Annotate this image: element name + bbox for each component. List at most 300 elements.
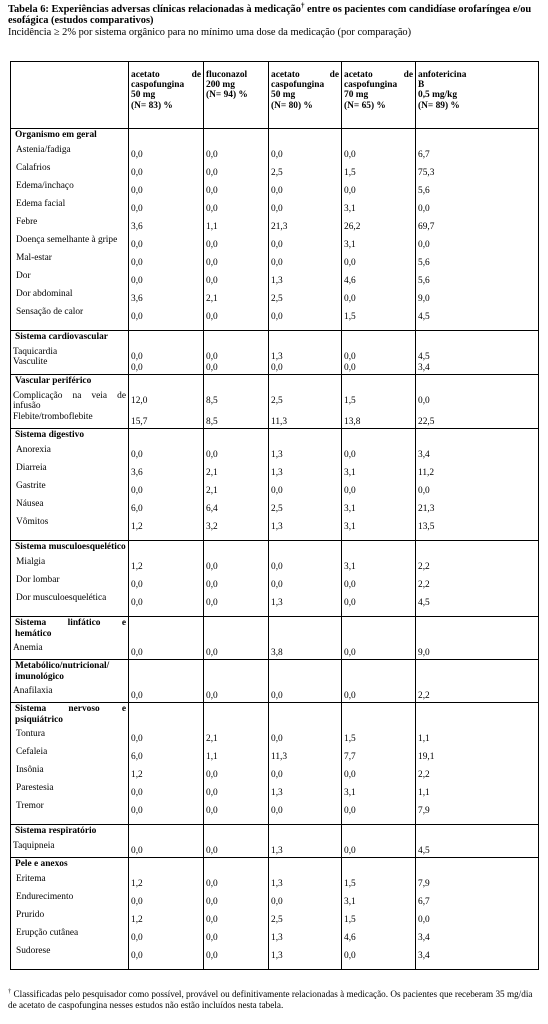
group-label-cell [11,331,129,375]
cell-value: 0,0 [206,352,218,362]
value-cell [129,825,204,858]
cell-value: 2,2 [418,580,430,590]
cell-value: 0,0 [344,770,356,780]
cell-value: 2,1 [206,294,218,304]
cell-value: 0,0 [344,580,356,590]
cell-value: 6,0 [131,752,143,762]
group-heading-spacer [206,660,266,691]
cell-value: 3,6 [131,294,143,304]
value-cell [129,541,204,617]
cell-value: 0,0 [131,734,143,744]
row-label: Insônia [16,765,44,776]
cell-value: 69,7 [418,222,435,232]
cell-value: 1,3 [271,276,283,286]
group-heading-spacer [271,660,339,691]
header-col-5 [416,62,539,129]
group-heading-spacer [418,617,536,648]
value-cell [204,331,269,375]
cell-value: 5,6 [418,276,430,286]
group-label-cell [11,429,129,541]
group-heading-spacer [344,825,413,846]
cell-value: 0,0 [206,648,218,658]
group-label-cell [11,617,129,660]
row-label: Vasculite [13,357,48,368]
row-label: Edema/inchaço [16,180,74,191]
value-cell [129,617,204,660]
header-row [11,62,539,129]
group-heading-spacer [344,429,413,450]
group-block [11,541,539,617]
group-heading-spacer [344,703,413,734]
row-label: Vômitos [16,516,49,527]
cell-value: 0,0 [131,204,143,214]
cell-value: 5,6 [418,258,430,268]
cell-value: 9,0 [418,648,430,658]
cell-value: 0,0 [418,240,430,250]
value-cell [342,617,416,660]
value-cell [269,660,342,703]
value-cell [129,429,204,541]
value-cell [416,375,539,429]
cell-value: 1,3 [271,846,283,856]
cell-value: 0,0 [206,806,218,816]
cell-value: 3,1 [344,897,356,907]
group-heading-spacer [418,825,536,846]
cell-value: 1,5 [344,168,356,178]
table-caption [8,1,544,38]
cell-value: 4,5 [418,312,430,322]
cell-value: 13,8 [344,417,361,427]
table-title-text: Tabela 6: Experiências adversas clínicas relacionadas à medicação [8,4,301,15]
header-col-3 [269,62,342,129]
row-label: Erupção cutânea [16,927,79,938]
row-label: Anafilaxia [13,686,53,697]
cell-value: 7,9 [418,806,430,816]
header-line: 200 mg [206,80,235,91]
row-label: Gastrite [16,480,46,491]
cell-value: 11,2 [418,468,435,478]
cell-value: 0,0 [418,204,430,214]
cell-value: 4,5 [418,352,430,362]
group-heading-spacer [344,617,413,648]
table-subtitle: Incidência ≥ 2% por sistema orgânico para no mínimo uma dose da medicação (por comparação) [8,26,412,38]
value-cell [269,703,342,825]
group-heading-spacer [131,825,201,846]
value-cell [204,660,269,703]
row-label: Sensação de calor [16,306,84,317]
cell-value: 8,5 [206,417,218,427]
group-heading-spacer [418,703,536,734]
cell-value: 0,0 [206,276,218,286]
cell-value: 2,5 [271,915,283,925]
header-line: (N= 89) % [418,100,460,111]
cell-value: 0,0 [131,691,143,701]
group-heading-spacer [344,541,413,562]
cell-value: 1,1 [206,752,218,762]
cell-value: 1,1 [418,734,430,744]
header-label-cell [11,62,129,129]
cell-value: 0,0 [206,933,218,943]
adverse-events-table [10,61,539,970]
cell-value: 3,6 [131,468,143,478]
row-label: Dor [16,270,31,281]
row-label: Mialgia [16,556,46,567]
value-cell [129,660,204,703]
group-heading-spacer [271,617,339,648]
value-cell [204,541,269,617]
row-label: Flebite/tromboflebite [13,411,93,422]
group-heading-spacer [131,703,201,734]
row-label: Edema facial [16,198,66,209]
value-cell [416,129,539,331]
group-heading: Organismo em geral [15,130,97,140]
group-heading-spacer [206,331,266,352]
cell-value: 0,0 [131,598,143,608]
value-cell [416,825,539,858]
header-line: 0,5 mg/kg [418,90,458,101]
cell-value: 0,0 [131,580,143,590]
cell-value: 0,0 [206,312,218,322]
cell-value: 0,0 [271,897,283,907]
cell-value: 0,0 [344,294,356,304]
group-heading-spacer [418,660,536,691]
value-cell [416,429,539,541]
row-label: Diarreia [16,462,47,473]
cell-value: 3,1 [344,240,356,250]
cell-value: 3,1 [344,468,356,478]
header-col-2 [204,62,269,129]
value-cell [342,129,416,331]
cell-value: 0,0 [206,580,218,590]
value-cell [204,858,269,970]
row-label: Dor abdominal [16,288,73,299]
footnote-text: Classificadas pelo pesquisador como possível, provável ou definitivamente relacionadas à medicação. Os pacientes que receberam 35 mg/dia de acetato de caspofungina nesses estudos não estão incluídos nesta tabela. [8,989,533,1011]
group-label-cell [11,703,129,825]
cell-value: 0,0 [206,168,218,178]
group-heading: Sistema nervoso e psiquiátrico [15,704,126,725]
cell-value: 1,5 [344,396,356,406]
group-heading-spacer [131,331,201,352]
group-heading: Sistema respiratório [15,826,97,836]
cell-value: 9,0 [418,294,430,304]
cell-value: 2,5 [271,294,283,304]
cell-value: 2,2 [418,691,430,701]
header-line: (N= 80) % [271,100,313,111]
row-label: Tontura [16,729,46,740]
value-cell [204,825,269,858]
cell-value: 0,0 [131,788,143,798]
group-label-cell [11,825,129,858]
value-cell [269,129,342,331]
cell-value: 0,0 [131,486,143,496]
cell-value: 6,0 [131,504,143,514]
cell-value: 6,4 [206,504,218,514]
cell-value: 2,5 [271,504,283,514]
cell-value: 0,0 [271,240,283,250]
value-cell [269,825,342,858]
group-heading-spacer [271,129,339,150]
cell-value: 0,0 [206,915,218,925]
group-heading-spacer [206,858,266,879]
group-heading: Metabólico/nutricional/ imunológico [15,661,110,682]
cell-value: 7,7 [344,752,356,762]
group-heading-spacer [131,129,201,150]
header-line: 50 mg [271,90,296,101]
cell-value: 19,1 [418,752,435,762]
group-heading-spacer [418,331,536,352]
cell-value: 4,6 [344,933,356,943]
row-label: Eritema [16,873,46,884]
cell-value: 0,0 [131,150,143,160]
cell-value: 4,5 [418,846,430,856]
header-line: (N= 94) % [206,90,248,101]
cell-value: 0,0 [131,352,143,362]
cell-value: 0,0 [206,562,218,572]
cell-value: 0,0 [131,806,143,816]
cell-value: 0,0 [344,648,356,658]
value-cell [129,375,204,429]
group-heading-spacer [131,541,201,562]
header-line: caspofungina [271,80,325,91]
group-heading-spacer [418,429,536,450]
cell-value: 0,0 [344,951,356,961]
group-heading-spacer [206,129,266,150]
cell-value: 0,0 [344,150,356,160]
cell-value: 0,0 [131,186,143,196]
footnote-mark: † [8,987,12,995]
cell-value: 3,4 [418,363,430,373]
value-cell [269,375,342,429]
cell-value: 1,3 [271,522,283,532]
header-line: fluconazol [206,70,248,80]
value-cell [204,129,269,331]
title-footnote-mark: † [300,1,305,10]
row-label: Tremor [16,801,44,812]
value-cell [342,541,416,617]
group-label-cell [11,129,129,331]
group-label-cell [11,858,129,970]
group-heading-spacer [344,858,413,879]
cell-value: 21,3 [418,504,435,514]
cell-value: 0,0 [131,951,143,961]
cell-value: 0,0 [344,363,356,373]
cell-value: 0,0 [271,562,283,572]
cell-value: 0,0 [418,915,430,925]
cell-value: 2,5 [271,168,283,178]
group-heading: Sistema linfático e hemático [15,618,126,639]
group-heading-spacer [206,617,266,648]
group-heading-spacer [418,375,536,396]
row-label: Prurido [16,909,45,920]
row-label: Sudorese [16,945,51,956]
table-title [8,1,544,27]
value-cell [342,858,416,970]
cell-value: 0,0 [206,240,218,250]
row-label: Complicação na veia de infusão [13,390,126,412]
header-line: caspofungina [131,80,185,91]
value-cell [342,331,416,375]
row-label: Dor musculoesquelética [16,592,107,603]
cell-value: 0,0 [131,897,143,907]
row-label: Febre [16,216,38,227]
cell-value: 3,4 [418,951,430,961]
row-label: Doença semelhante à gripe [16,234,118,245]
cell-value: 1,1 [206,222,218,232]
cell-value: 0,0 [344,598,356,608]
header-line: acetato de [131,70,201,80]
value-cell [342,375,416,429]
group-label-cell [11,541,129,617]
cell-value: 26,2 [344,222,361,232]
header-line: 50 mg [131,90,156,101]
group-heading: Vascular periférico [15,376,92,386]
cell-value: 3,1 [344,522,356,532]
cell-value: 0,0 [131,276,143,286]
group-heading: Sistema digestivo [15,430,85,440]
cell-value: 0,0 [344,846,356,856]
cell-value: 12,0 [131,396,148,406]
group-heading-spacer [206,825,266,846]
cell-value: 1,2 [131,562,143,572]
value-cell [416,617,539,660]
header-line: 70 mg [344,90,369,101]
cell-value: 2,5 [271,396,283,406]
header-line: B [418,80,425,91]
group-block [11,331,539,375]
cell-value: 0,0 [271,806,283,816]
cell-value: 0,0 [271,150,283,160]
value-cell [416,858,539,970]
cell-value: 3,6 [131,222,143,232]
cell-value: 2,2 [418,562,430,572]
cell-value: 0,0 [131,450,143,460]
group-block [11,617,539,660]
cell-value: 3,4 [418,933,430,943]
cell-value: 0,0 [131,258,143,268]
cell-value: 1,3 [271,450,283,460]
group-heading-spacer [344,331,413,352]
group-heading-spacer [344,375,413,396]
value-cell [269,541,342,617]
group-block [11,660,539,703]
cell-value: 3,2 [206,522,218,532]
cell-value: 0,0 [206,598,218,608]
cell-value: 3,1 [344,562,356,572]
value-cell [204,703,269,825]
cell-value: 2,1 [206,486,218,496]
cell-value: 3,1 [344,204,356,214]
cell-value: 22,5 [418,417,435,427]
group-label-cell [11,375,129,429]
group-heading-spacer [344,129,413,150]
cell-value: 1,3 [271,933,283,943]
row-label: Taquicardia [13,346,58,357]
cell-value: 4,5 [418,598,430,608]
cell-value: 1,2 [131,915,143,925]
value-cell [269,331,342,375]
cell-value: 0,0 [206,897,218,907]
cell-value: 0,0 [271,204,283,214]
cell-value: 1,3 [271,951,283,961]
group-label-cell [11,660,129,703]
cell-value: 6,7 [418,897,430,907]
cell-value: 3,1 [344,504,356,514]
row-label: Anorexia [16,444,51,455]
group-heading: Sistema cardiovascular [15,332,108,342]
group-block [11,129,539,331]
value-cell [342,660,416,703]
value-cell [129,331,204,375]
cell-value: 0,0 [344,691,356,701]
table-title-rest: entre os pacientes com candidíase orofaríngea e/ou esofágica (estudos comparativos) [8,4,532,27]
group-heading-spacer [271,375,339,396]
value-cell [269,429,342,541]
row-label: Taquipneia [13,840,55,851]
cell-value: 3,1 [344,788,356,798]
cell-value: 3,8 [271,648,283,658]
value-cell [416,703,539,825]
group-heading-spacer [206,375,266,396]
cell-value: 0,0 [131,846,143,856]
row-label: Calafrios [16,162,51,173]
value-cell [269,617,342,660]
row-label: Náusea [16,498,44,509]
group-heading: Sistema musculoesquelético [15,542,126,552]
row-label: Endurecimento [16,891,74,902]
cell-value: 0,0 [344,186,356,196]
header-line: acetato de [344,70,413,80]
cell-value: 0,0 [131,240,143,250]
row-label: Parestesia [16,783,54,794]
cell-value: 1,5 [344,312,356,322]
cell-value: 0,0 [271,258,283,268]
group-heading-spacer [271,858,339,879]
cell-value: 0,0 [271,770,283,780]
cell-value: 0,0 [206,450,218,460]
group-heading-spacer [344,660,413,691]
cell-value: 0,0 [206,770,218,780]
group-heading-spacer [206,429,266,450]
cell-value: 2,1 [206,468,218,478]
cell-value: 1,3 [271,352,283,362]
cell-value: 0,0 [206,788,218,798]
cell-value: 0,0 [344,258,356,268]
cell-value: 0,0 [131,933,143,943]
cell-value: 21,3 [271,222,288,232]
cell-value: 0,0 [131,363,143,373]
cell-value: 1,5 [344,734,356,744]
group-heading-spacer [131,660,201,691]
cell-value: 0,0 [206,691,218,701]
cell-value: 2,2 [418,770,430,780]
value-cell [416,660,539,703]
cell-value: 75,3 [418,168,435,178]
cell-value: 0,0 [344,352,356,362]
cell-value: 11,3 [271,417,288,427]
cell-value: 8,5 [206,396,218,406]
value-cell [342,703,416,825]
cell-value: 1,3 [271,598,283,608]
value-cell [342,429,416,541]
cell-value: 0,0 [206,846,218,856]
cell-value: 0,0 [206,951,218,961]
cell-value: 11,3 [271,752,288,762]
value-cell [204,375,269,429]
cell-value: 0,0 [271,363,283,373]
value-cell [204,429,269,541]
group-heading-spacer [271,825,339,846]
cell-value: 0,0 [206,258,218,268]
